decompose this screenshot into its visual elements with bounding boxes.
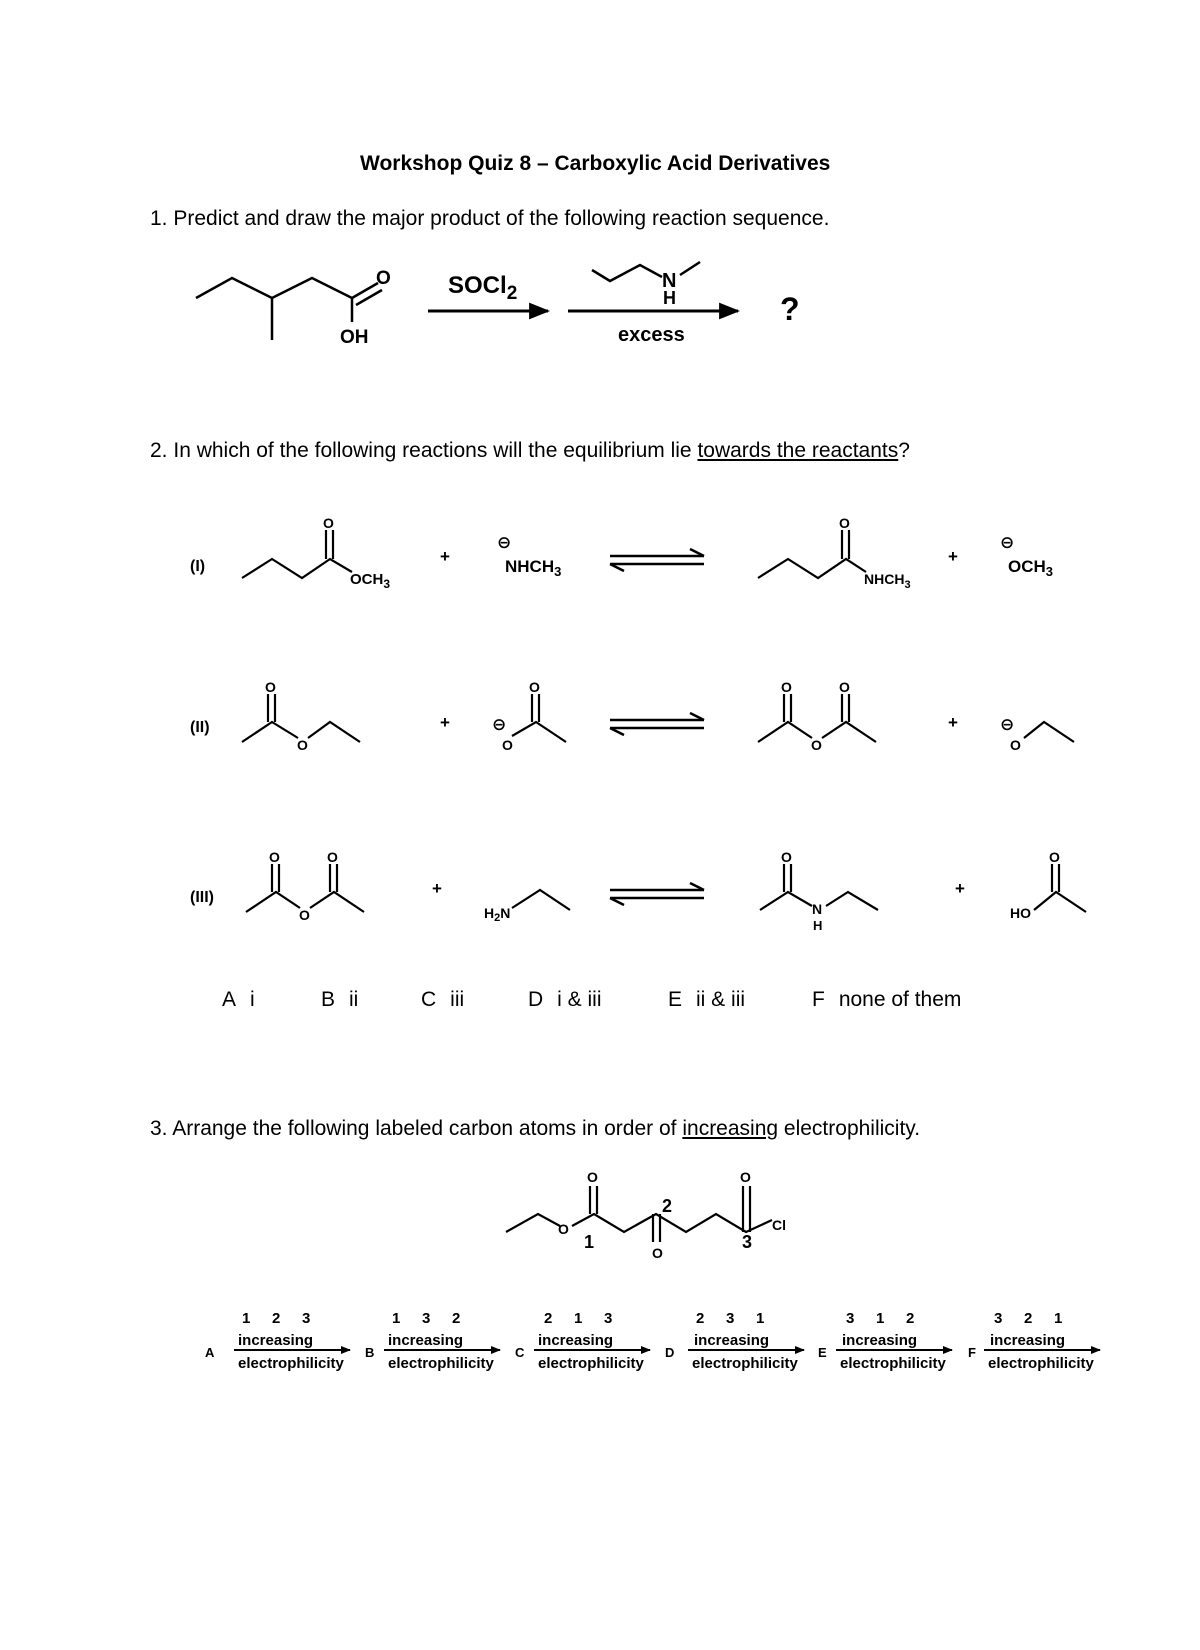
q3-electrophilicity: electrophilicity [840,1355,946,1372]
q3-electrophilicity: electrophilicity [238,1355,344,1372]
q1-question-mark: ? [780,291,800,327]
reaction-label-iii: (III) [190,889,214,906]
question-1-text: Predict and draw the major product of the following reaction sequence. [173,207,830,230]
r3-ho: HO [1010,905,1031,921]
r3-acetic-acid [1034,864,1086,912]
reaction-label-i: (I) [190,558,206,575]
r2-anhydride-o3: O [811,737,822,753]
q2-option-letter: D [528,988,544,1011]
question-1-number: 1. [150,207,168,230]
r3-ethylamine-label: $H_2N$ [484,905,511,924]
q3-order-2: 3 [726,1310,735,1327]
r1-plus-1: + [440,547,450,566]
r1-och3: $OCH_3$ [350,571,391,591]
q3-option-letter: E [818,1345,827,1360]
q3-o-1: O [587,1169,598,1185]
q3-increasing: increasing [388,1332,464,1349]
r2-anhydride [758,694,876,742]
r2-anhydride-o2: O [839,679,850,695]
q3-electrophilicity: electrophilicity [538,1355,644,1372]
question-2-text-end: ? [898,439,910,462]
q3-order-3: 3 [604,1310,613,1327]
r3-amide-n: N [812,901,823,917]
q3-order-3: 2 [906,1310,915,1327]
q3-option-letter: F [968,1345,976,1360]
r3-ethylamine [512,890,570,910]
q3-o-ester: O [558,1221,569,1237]
r2-ethoxide [1024,722,1074,742]
r2-ethyl-acetate [242,694,360,742]
q3-order-3: 1 [1054,1310,1063,1327]
r2-carbonyl-o: O [265,679,276,695]
q3-electrophilicity: electrophilicity [692,1355,798,1372]
r2-equilibrium-arrows [610,713,704,735]
q1-excess: excess [618,324,685,346]
r3-plus-1: + [432,879,442,898]
q3-order-3: 2 [452,1310,461,1327]
r2-plus-2: + [948,713,958,732]
q2-option-text: ii [349,988,359,1011]
q3-option-d[interactable] [665,1310,804,1372]
q3-order-1: 2 [696,1310,705,1327]
r2-plus-1: + [440,713,450,732]
q3-o-ketone: O [652,1245,663,1261]
q3-option-e[interactable] [818,1310,952,1372]
r1-minus-1: ⊖ [497,533,512,552]
r1-amide-nhch3: $NHCH_3$ [864,571,911,591]
q3-option-b[interactable] [365,1310,500,1372]
q2-option-text: none of them [838,988,962,1011]
question-2-text: In which of the following reactions will the equilibrium lie [173,439,698,462]
question-2-underlined: towards the reactants [697,439,899,462]
q1-amine-h: H [663,288,676,308]
q3-option-a[interactable] [205,1310,350,1372]
q3-order-2: 1 [876,1310,885,1327]
q3-order-2: 2 [272,1310,281,1327]
r3-anhydride-o2: O [327,849,338,865]
q3-increasing: increasing [842,1332,918,1349]
question-3-text: Arrange the following labeled carbon atoms in order of [172,1117,683,1140]
q2-option-letter: F [812,988,825,1011]
q3-cl: Cl [772,1217,786,1233]
r3-equilibrium-arrows [610,883,704,905]
q2-option-letter: E [668,988,683,1011]
q3-option-letter: C [515,1345,525,1360]
question-3-number: 3. [150,1117,168,1140]
q3-order-3: 3 [302,1310,311,1327]
r1-carbonyl-o: O [323,515,334,531]
q2-option-letter: A [222,988,237,1011]
q3-increasing: increasing [990,1332,1066,1349]
q3-molecule [506,1186,772,1242]
r2-ester-o: O [297,737,308,753]
r2-ethoxide-o: O [1010,737,1021,753]
r2-acetate-co: O [529,679,540,695]
r3-anhydride-o1: O [269,849,280,865]
r1-amide [758,530,866,578]
question-3-underlined: increasing [682,1117,779,1140]
q3-increasing: increasing [694,1332,770,1349]
r2-minus-1: ⊖ [492,715,507,734]
r2-acetate-o: O [502,737,513,753]
q3-o-acyl: O [740,1169,751,1185]
q1-hydroxyl: OH [340,327,369,348]
r3-anhydride-o3: O [299,907,310,923]
q2-option-text: iii [450,988,465,1011]
q1-reagent-socl2: SOCl$_2$ [448,272,518,304]
q3-order-2: 2 [1024,1310,1033,1327]
q3-label-2: 2 [662,1196,673,1216]
r2-acetate [512,694,566,742]
q3-increasing: increasing [238,1332,314,1349]
question-3-text-end: electrophilicity. [778,1117,921,1140]
q3-label-1: 1 [584,1232,595,1252]
r3-anhydride [246,864,364,912]
page-title: Workshop Quiz 8 – Carboxylic Acid Derivatives [360,152,831,175]
q3-option-c[interactable] [515,1310,650,1372]
r2-minus-2: ⊖ [1000,715,1015,734]
q2-option-text: i & iii [557,988,602,1011]
q3-order-2: 1 [574,1310,583,1327]
q1-carbonyl-o: O [376,268,391,289]
q3-order-1: 1 [242,1310,251,1327]
q3-option-letter: D [665,1345,675,1360]
r3-amide-h: H [813,918,823,933]
r1-amide-o: O [839,515,850,531]
q3-order-1: 3 [846,1310,855,1327]
r1-methyl-ester [242,530,352,578]
r3-acid-o: O [1049,849,1060,865]
q2-option-text: ii & iii [696,988,746,1011]
q1-reagent-1 [428,272,548,311]
q3-option-letter: A [205,1345,215,1360]
q2-option-letter: B [321,988,336,1011]
reaction-label-ii: (II) [190,719,210,736]
r3-plus-2: + [955,879,965,898]
q1-reagent-2 [568,262,738,346]
q3-order-1: 3 [994,1310,1003,1327]
r3-amide-o: O [781,849,792,865]
q2-option-text: i [250,988,255,1011]
r1-och3-product: $OCH_3$ [1008,557,1054,579]
q3-electrophilicity: electrophilicity [988,1355,1094,1372]
r1-nhch3-reagent: $NHCH_3$ [505,557,562,579]
q3-label-3: 3 [742,1232,753,1252]
r2-anhydride-o1: O [781,679,792,695]
q3-order-2: 3 [422,1310,431,1327]
question-2-number: 2. [150,439,168,462]
q3-electrophilicity: electrophilicity [388,1355,494,1372]
q3-option-letter: B [365,1345,375,1360]
q2-option-letter: C [421,988,437,1011]
q3-increasing: increasing [538,1332,614,1349]
q3-order-1: 2 [544,1310,553,1327]
q3-order-1: 1 [392,1310,401,1327]
q1-amine-n: N [662,270,677,292]
q3-order-3: 1 [756,1310,765,1327]
q3-option-f[interactable] [968,1310,1100,1372]
r1-minus-2: ⊖ [1000,533,1015,552]
r1-plus-2: + [948,547,958,566]
r1-equilibrium-arrows [610,549,704,571]
